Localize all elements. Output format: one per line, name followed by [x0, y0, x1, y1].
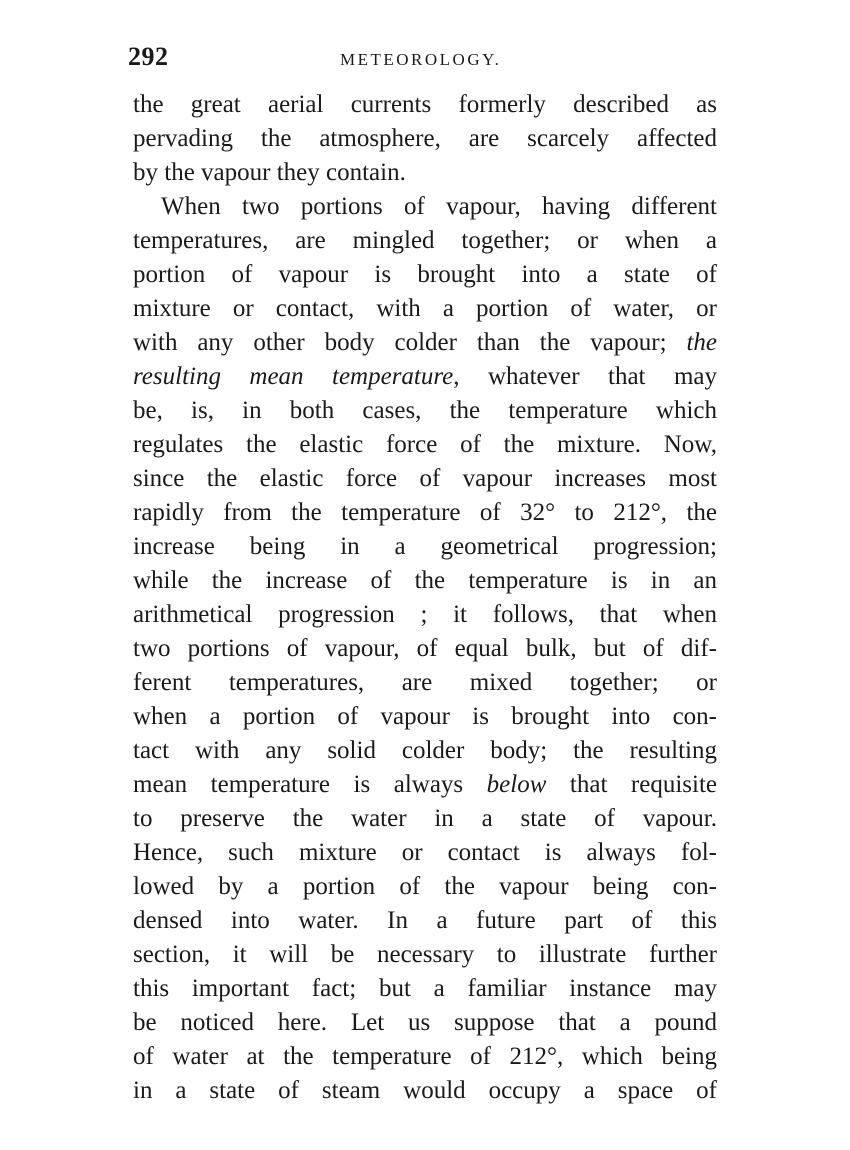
text-line: in a state of steam would occupy a space of [133, 1077, 717, 1104]
text-line: ferent temperatures, are mixed together; or [133, 669, 717, 696]
text-line: since the elastic force of vapour increases most [133, 465, 717, 492]
text-line: by the vapour they contain. [133, 159, 406, 186]
text-segment: that requisite [546, 771, 717, 798]
text-line: lowed by a portion of the vapour being con- [133, 873, 717, 900]
text-line: section, it will be necessary to illustrate further [133, 941, 717, 968]
text-line: mixture or contact, with a portion of water, or [133, 295, 717, 322]
text-line: regulates the elastic force of the mixture. Now, [133, 431, 717, 458]
text-line: temperatures, are mingled together; or when a [133, 227, 717, 254]
text-line: rapidly from the temperature of 32° to 212°, the [133, 499, 717, 526]
italic-text: the [686, 329, 717, 356]
text-line [133, 360, 717, 394]
text-line: two portions of vapour, of equal bulk, but of dif- [133, 635, 717, 662]
text-line: to preserve the water in a state of vapour. [133, 805, 717, 832]
text-line: When two portions of vapour, having different [161, 193, 717, 220]
text-line: of water at the temperature of 212°, which being [133, 1043, 717, 1070]
text-segment: mean temperature is always [133, 771, 487, 798]
text-line: be noticed here. Let us suppose that a pound [133, 1009, 717, 1036]
text-line: increase being in a geometrical progression; [133, 533, 717, 560]
text-line: while the increase of the temperature is in an [133, 567, 717, 594]
text-line: portion of vapour is brought into a state of [133, 261, 717, 288]
page-header [128, 42, 718, 74]
text-segment: with any other body colder than the vapour; [133, 329, 687, 356]
text-line [133, 768, 717, 802]
italic-text: resulting mean temperature [133, 363, 454, 390]
text-line: be, is, in both cases, the temperature which [133, 397, 717, 424]
text-segment: , whatever that may [453, 363, 717, 390]
text-line: densed into water. In a future part of this [133, 907, 717, 934]
page-number: 292 [128, 42, 169, 71]
text-line: Hence, such mixture or contact is always fol- [133, 839, 717, 866]
text-line: this important fact; but a familiar instance may [133, 975, 717, 1002]
italic-text: below [486, 771, 547, 798]
text-line: pervading the atmosphere, are scarcely affected [133, 125, 717, 152]
text-line: when a portion of vapour is brought into con- [133, 703, 717, 730]
text-line: tact with any solid colder body; the resulting [133, 737, 717, 764]
running-head: METEOROLOGY. [340, 50, 502, 69]
text-line: the great aerial currents formerly described as [133, 91, 717, 118]
body-text [133, 88, 717, 1108]
text-line: arithmetical progression ; it follows, that when [133, 601, 717, 628]
text-line [133, 326, 717, 360]
